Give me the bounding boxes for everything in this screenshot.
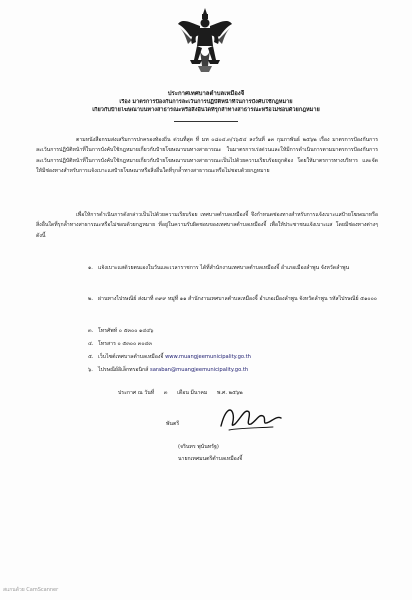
website-link[interactable]: www.muangjeemunicipality.go.th: [165, 354, 251, 360]
list-item-text: ไปรษณีย์อิเล็กทรอนิกส์: [98, 367, 149, 373]
handwritten-signature: [215, 400, 285, 436]
list-item-number: ๔.: [88, 341, 94, 347]
announcement-title: ประกาศเทศบาลตำบลเหมืองจี้: [167, 90, 245, 97]
list-item: [36, 365, 412, 375]
list-item-text: เว็บไซต์เทศบาลตำบลเหมืองจี้: [98, 354, 164, 360]
garuda-emblem-icon: [176, 6, 234, 74]
list-item: [36, 352, 412, 362]
dateline: [118, 389, 318, 397]
list-item: [36, 294, 412, 304]
email-link[interactable]: saraban@muangjeemunicipality.go.th: [150, 367, 249, 373]
list-item-number: ๒.: [88, 296, 94, 302]
body-paragraph-2: เพื่อให้การดำเนินการดังกล่าวเป็นไปด้วยความเรียบร้อย เทศบาลตำบลเหมืองจี้ จึงกำหนดช่องทางสำหรับการแจ้งเบาะแสป้ายโฆษณาหรือสิ่งอื่นใดที่รุกล้ำทางสาธารณะหรือไม่ชอบด้วยกฎหมาย ที่อยู่ในความรับผิดชอบของเทศบาลตำบลเหมืองจี้ เพื่อให้ประชาชนแจ้งเบาะแส โดยมีช่องทางต่างๆ ดังนี้: [36, 212, 378, 239]
list-item-number: ๓.: [88, 328, 94, 334]
list-item-number: ๖.: [88, 367, 93, 373]
dateline-day: ๓: [163, 390, 168, 396]
signatory-name: (จรินทร พุนันทรัฐ): [178, 444, 219, 450]
signatory-position: นายกเทศมนตรีตำบลเหมืองจี้: [178, 456, 243, 462]
dateline-prefix: ประกาศ ณ วันที่: [118, 390, 155, 396]
list-item-text: โทรสาร ๐ ๕๓๐๐ ๓๐๔๓: [98, 341, 152, 347]
list-item-number: ๕.: [88, 354, 94, 360]
dateline-month: เดือน มีนาคม: [177, 390, 208, 396]
header-divider: [174, 121, 238, 122]
list-item-text: ผ่านทางไปรษณีย์ ส่งมาที่ ๓๙๙ หมู่ที่ ๑๑ สำนักงานเทศบาลตำบลเหมืองจี้ อำเภอเมืองลำพูน จังหวัดลำพูน รหัสไปรษณีย์ ๕๑๐๐๐: [98, 296, 377, 302]
list-item: [36, 263, 412, 273]
list-item-text: โทรศัพท์ ๐ ๕๓๐๐ ๑๔๔๖: [98, 328, 154, 334]
body-paragraph-1: ตามหนังสือกรมส่งเสริมการปกครองท้องถิ่น ด่วนที่สุด ที่ มท ๐๘๐๔.๓/ว๖๕๔ ลงวันที่ ๑๓ กุมภาพันธ์ ๒๕๖๒ เรื่อง มาตรการป้องกันการละเว้นการปฏิบัติหน้าที่ในการบังคับใช้กฎหมายเกี่ยวกับป้ายโฆษณาบนทางสาธารณะ ในมาตรการเร่งด่วนและให้มีการดำเนินการตามมาตรการป้องกันการละเว้นการปฏิบัติหน้าที่ในการบังคับใช้กฎหมายเกี่ยวกับป้ายโฆษณาบนทางสาธารณะเป็นไปด้วยความเรียบร้อยถูกต้อง โดยให้มาตรการทางบริหาร และจัดให้มีช่องทางสำหรับการแจ้งเบาะแสป้ายโฆษณาหรือสิ่งอื่นใดที่รุกล้ำทางสาธารณะหรือไม่ชอบด้วยกฎหมาย: [36, 137, 378, 175]
signature-rank-label: พันตรี: [166, 421, 180, 427]
subject-line-1: เรื่อง มาตรการป้องกันการละเว้นการปฏิบัติหน้าที่ในการบังคับใช้กฎหมาย: [119, 99, 293, 105]
list-item: [36, 339, 412, 349]
dateline-year: พ.ศ. ๒๕๖๒: [216, 390, 243, 396]
subject-line-2: เกี่ยวกับป้ายโฆษณาบนทางสาธารณะหรือสิ่งอื่นใดที่รุกล้ำทางสาธารณะหรือไม่ชอบด้วยกฎหมาย: [92, 107, 320, 113]
list-item-text: แจ้งเบาะแสด้วยตนเองในวันและเวลาราชการ ได้ที่สำนักงานเทศบาลตำบลเหมืองจี้ อำเภอเมืองลำพูน จังหวัดลำพูน: [98, 265, 350, 271]
list-item-number: ๑.: [88, 265, 93, 271]
list-item: [36, 326, 412, 336]
scanner-watermark: สแกนด้วย CamScanner: [3, 587, 59, 593]
